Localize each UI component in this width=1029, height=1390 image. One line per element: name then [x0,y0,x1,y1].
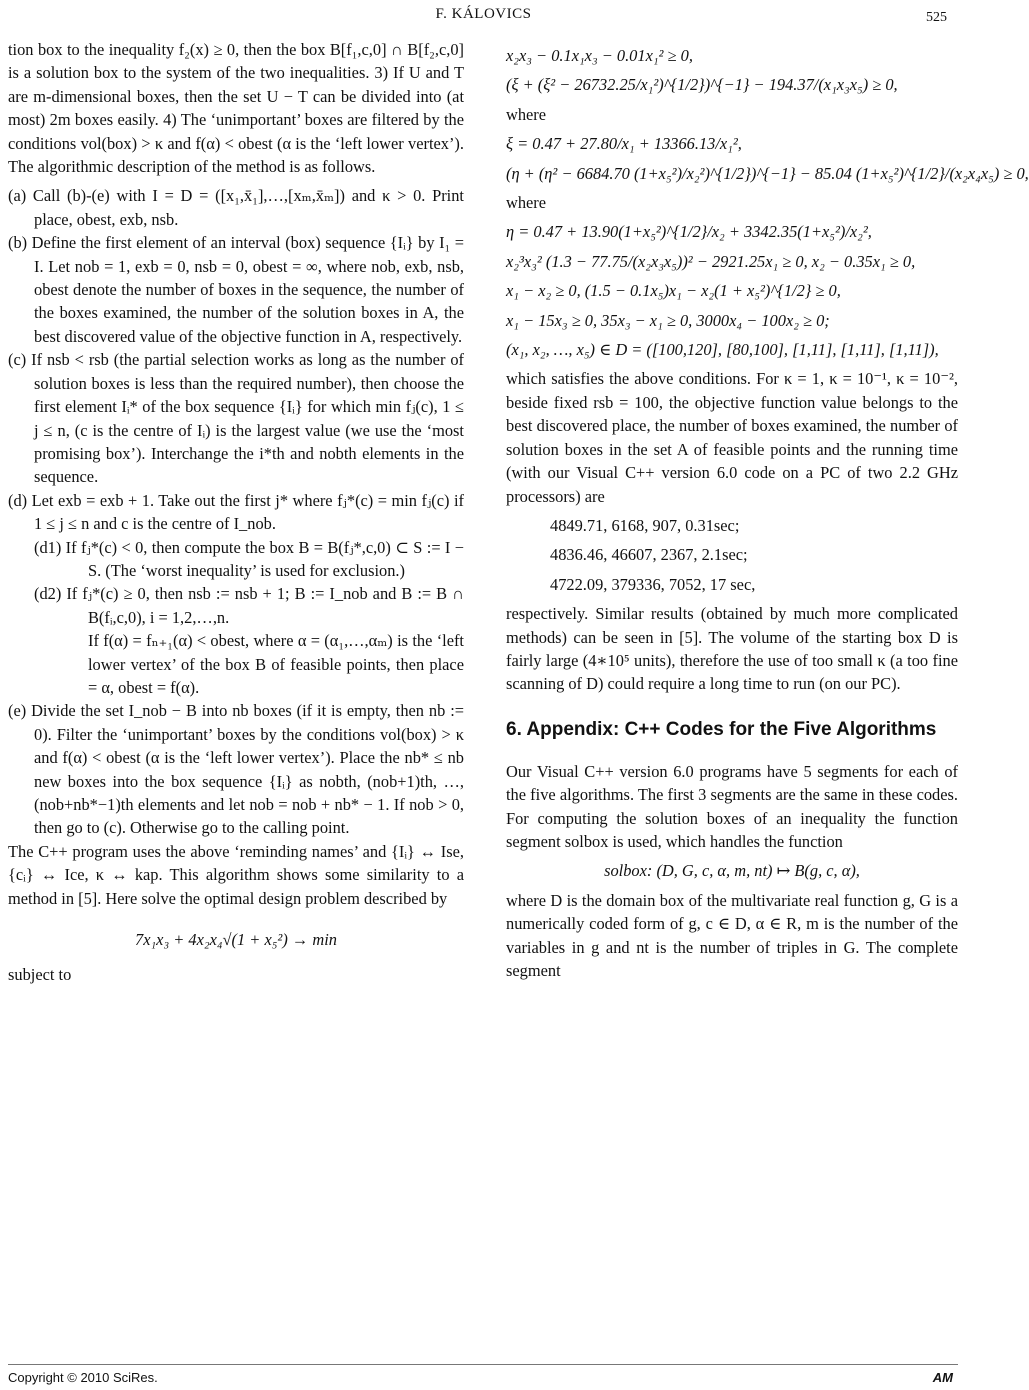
copyright-notice: Copyright © 2010 SciRes. [8,1370,158,1385]
where-label-2: where [506,193,547,213]
step-a: (a) Call (b)-(e) with I = D = ([x₁,x̄₁],…,[xₘ,x̄ₘ]) and κ > 0. Print place, obest, exb, nsb. [8,186,464,229]
step-d2-cont: If f(α) = fₙ₊₁(α) < obest, where α = (α₁,…,αₘ) is the ‘left lower vertex’ of the box B of feasible points, then place = α, obest = f(α). [88,631,464,697]
step-b: (b) Define the first element of an interval (box) sequence {Iᵢ} by I₁ = I. Let nob = 1, exb = 0, nsb = 0, obest = ∞, where nob, exb, nsb, obest denote the number of boxes in the sequence, the number of the boxes examined, the number of the solution boxes in A, the best discovered value of the objective function in A, respectively. [8,233,464,346]
objective-equation: 7x₁x₃ + 4x₂x₄√(1 + x₅²) → min [135,930,337,950]
result-line-2: 4836.46, 46607, 2367, 2.1sec; [550,545,748,565]
footer-divider [8,1364,958,1365]
section-heading: 6. Appendix: C++ Codes for the Five Algorithms [506,718,937,740]
step-c: (c) If nsb < rsb (the partial selection works as long as the number of solution boxes is less than the required number), then choose the first element Iᵢ* of the box sequence {Iᵢ} for which min fⱼ(c), 1 ≤ j ≤ n, (c is the centre of Iᵢ) is the largest value (we use the ‘most promising box’). Interchange the i*th and nobth elements in the sequence. [8,350,464,487]
results-discussion-paragraph: respectively. Similar results (obtained by much more complicated methods) can be seen in [5]. The volume of the starting box D is fairly large (4∗10⁵ units), therefore the use of too small κ (a too fine scanning of D) could require a long time to run (on our PC). [506,604,958,694]
running-head-author: F. KÁLOVICS [435,6,532,22]
constraint-3: (η + (η² − 6684.70 (1+x₅²)/x₂²)^{1/2})^{−1} − 85.04 (1+x₅²)^{1/2}/(x₂x₄x₅) ≥ 0, [506,163,1029,183]
step-d2: (d2) If fⱼ*(c) ≥ 0, then nsb := nsb + 1; B := I_nob and B := B ∩ B(fᵢ,c,0), i = 1,2,…,n. [34,584,464,627]
subject-to-label: subject to [8,965,72,985]
eta-definition: η = 0.47 + 13.90(1+x₅²)^{1/2}/x₂ + 3342.35(1+x₅²)/x₂², [506,222,872,242]
xi-definition: ξ = 0.47 + 27.80/x₁ + 13366.13/x₁², [506,134,742,154]
journal-abbrev: AM [932,1370,953,1385]
left-column [8,38,464,987]
constraint-6: x₁ − 15x₃ ≥ 0, 35x₃ − x₁ ≥ 0, 3000x₄ − 100x₂ ≥ 0; [506,310,830,330]
result-line-1: 4849.71, 6168, 907, 0.31sec; [550,515,740,535]
domain-box: (x₁, x₂, …, x₅) ∈ D = ([100,120], [80,100], [1,11], [1,11], [1,11]), [506,340,939,360]
right-column [506,38,1029,982]
after-algorithm-paragraph: The C++ program uses the above ‘reminding names’ and {Iᵢ} ↔ Ise, {cᵢ} ↔ Ice, κ ↔ kap. This algorithm shows some similarity to a method in [5]. Here solve the optimal design problem described by [8,841,464,908]
page-header [0,4,967,30]
page-footer [0,1370,967,1388]
solbox-mapping: solbox: (D, G, c, α, m, nt) ↦ B(g, c, α), [604,861,860,881]
step-d: (d) Let exb = exb + 1. Take out the first j* where fⱼ*(c) = min fⱼ(c) if 1 ≤ j ≤ n and c is the centre of I_nob. [8,490,464,534]
where-label-1: where [506,104,547,124]
appendix-paragraph-1: Our Visual C++ version 6.0 programs have 5 segments for each of the five algorithms. The first 3 segments are the same in these codes. For computing the solution boxes of an inequality the function segment solbox is used, which handles the function [506,761,958,851]
constraint-4: x₂³x₃² (1.3 − 77.75/(x₂x₃x₅))² − 2921.25x₁ ≥ 0, x₂ − 0.35x₁ ≥ 0, [506,251,916,271]
step-d1: (d1) If fⱼ*(c) < 0, then compute the box B = B(fⱼ*,c,0) ⊂ S := I − S. (The ‘worst inequality’ is used for exclusion.) [34,537,464,580]
constraint-5: x₁ − x₂ ≥ 0, (1.5 − 0.1x₅)x₁ − x₂(1 + x₅²)^{1/2} ≥ 0, [506,281,841,301]
result-line-3: 4722.09, 379336, 7052, 17 sec, [550,574,756,594]
constraint-1: x₂x₃ − 0.1x₁x₃ − 0.01x₁² ≥ 0, [506,46,693,65]
appendix-paragraph-2: where D is the domain box of the multivariate real function g, G is a numerically coded form of g, c ∈ D, α ∈ R, m is the number of the variables in g and nt is the number of triples in G. The complete segment [506,890,958,980]
results-intro-paragraph: which satisfies the above conditions. For κ = 1, κ = 10⁻¹, κ = 10⁻², beside fixed rsb = 100, the objective function value belongs to the best discovered place, the number of boxes examined, the number of solution boxes in the set A of feasible points and the running time (with our Visual C++ version 6.0 code on a PC of two 2.2 GHz processors) are [506,369,958,506]
intro-paragraph: tion box to the inequality f₂(x) ≥ 0, then the box B[f₁,c,0] ∩ B[f₂,c,0] is a solution box to the system of the two inequalities. 3) If U and T are m-dimensional boxes, then the set U − T can be divided into (at most) 2m boxes easily. 4) The ‘unimportant’ boxes are filtered by the conditions vol(box) > κ and f(α) < obest (α is the ‘left lower vertex’). The algorithmic description of the method is as follows. [8,40,464,177]
step-e: (e) Divide the set I_nob − B into nb boxes (if it is empty, then nb := 0). Filter the ‘unimportant’ boxes by the conditions vol(box) > κ and f(α) < obest (α is the ‘left lower vertex’). Place the nb* ≤ nb new boxes into the box sequence {Iᵢ} as nobth, (nob+1)th, …, (nob+nb*−1)th elements and let nob = nob + nb* − 1. If nob > 0, then go to (c). Otherwise go to the calling point. [8,701,464,838]
page-number: 525 [926,10,947,25]
constraint-2: (ξ + (ξ² − 26732.25/x₁²)^{1/2})^{−1} − 194.37/(x₁x₃x₅) ≥ 0, [506,75,898,95]
